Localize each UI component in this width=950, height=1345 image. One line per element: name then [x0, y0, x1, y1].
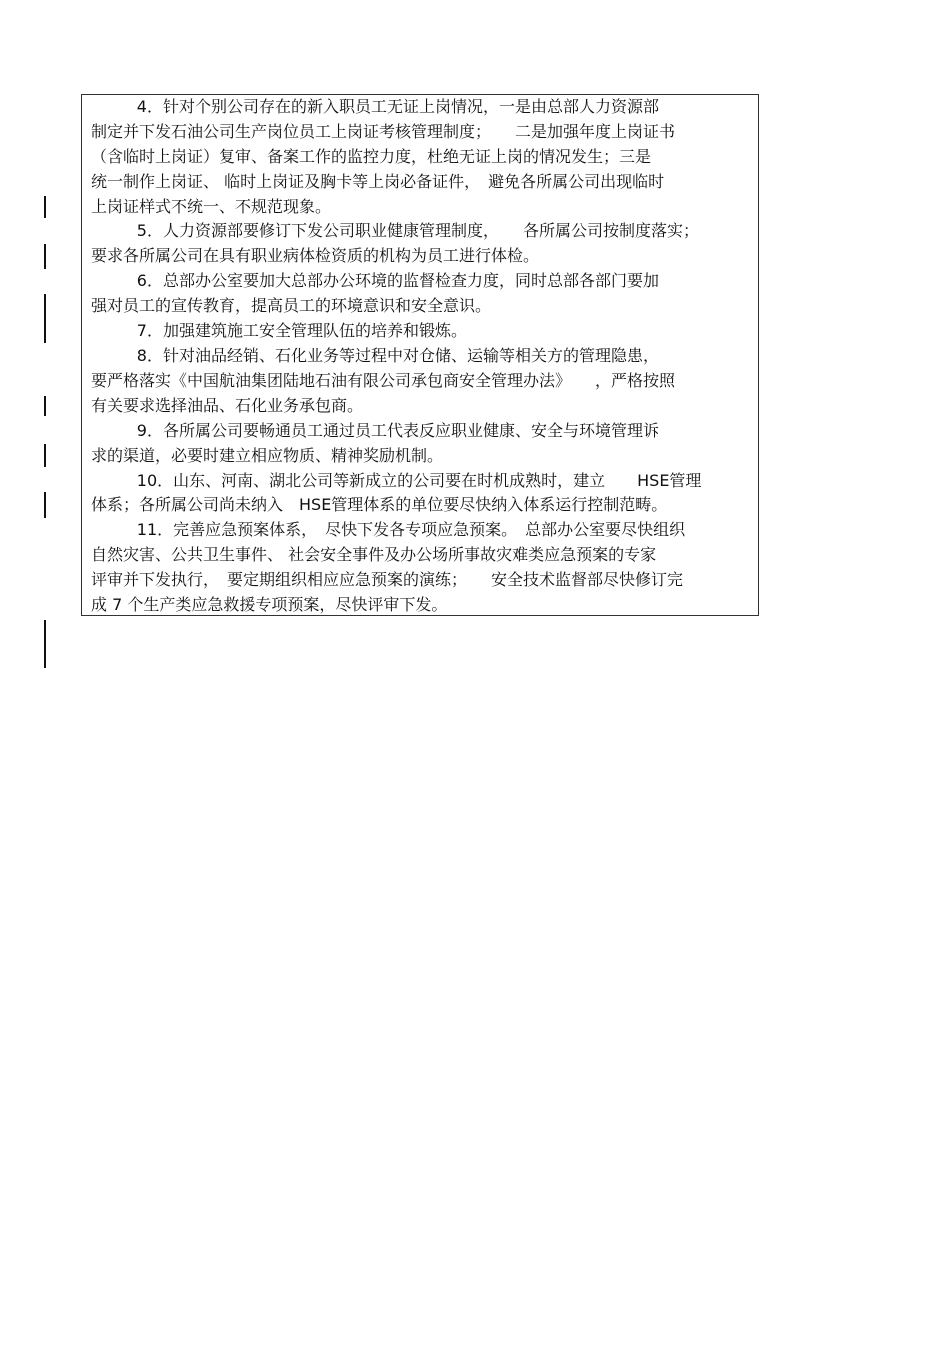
- text-line: 体系；各所属公司尚未纳入 HSE管理体系的单位要尽快纳入体系运行控制范畴。: [91, 495, 668, 514]
- text-line: 要严格落实《中国航油集团陆地石油有限公司承包商安全管理办法》 ，严格按照: [91, 371, 676, 390]
- text-line: 要求各所属公司在具有职业病体检资质的机构为员工进行体检。: [91, 246, 540, 265]
- text-line: 成 7 个生产类应急救援专项预案，尽快评审下发。: [91, 595, 448, 614]
- text-line: （含临时上岗证）复审、备案工作的监控力度，杜绝无证上岗的情况发生；三是: [91, 147, 652, 166]
- text-line: 8．针对油品经销、石化业务等过程中对仓储、运输等相关方的管理隐患，: [91, 346, 659, 365]
- text-line: 强对员工的宣传教育，提高员工的环境意识和安全意识。: [91, 296, 492, 315]
- text-line: 制定并下发石油公司生产岗位员工上岗证考核管理制度； 二是加强年度上岗证书: [91, 122, 676, 141]
- change-bar: [44, 444, 46, 467]
- text-line: 5．人力资源部要修订下发公司职业健康管理制度， 各所属公司按制度落实；: [91, 221, 699, 240]
- change-bar: [44, 396, 46, 416]
- change-bar: [44, 244, 46, 269]
- text-line: 求的渠道，必要时建立相应物质、精神奖励机制。: [91, 446, 444, 465]
- change-bar: [44, 492, 46, 518]
- text-line: 统一制作上岗证、 临时上岗证及胸卡等上岗必备证件， 避免各所属公司出现临时: [91, 172, 665, 191]
- text-line: 自然灾害、公共卫生事件、 社会安全事件及办公场所事故灾难类应急预案的专家: [91, 545, 657, 564]
- text-line: 9．各所属公司要畅通员工通过员工代表反应职业健康、安全与环境管理诉: [91, 421, 659, 440]
- text-line: 上岗证样式不统一、不规范现象。: [91, 197, 332, 216]
- change-bar: [44, 196, 46, 218]
- text-line: 4．针对个别公司存在的新入职员工无证上岗情况，一是由总部人力资源部: [91, 97, 659, 116]
- text-line: 10．山东、河南、湖北公司等新成立的公司要在时机成熟时，建立 HSE管理: [91, 471, 702, 490]
- text-line: 7．加强建筑施工安全管理队伍的培养和锻炼。: [91, 321, 467, 340]
- text-line: 6．总部办公室要加大总部办公环境的监督检查力度，同时总部各部门要加: [91, 271, 659, 290]
- change-bar: [44, 294, 46, 343]
- text-line: 11．完善应急预案体系， 尽快下发各专项应急预案。 总部办公室要尽快组织: [91, 520, 686, 539]
- text-line: 评审并下发执行， 要定期组织相应应急预案的演练； 安全技术监督部尽快修订完: [91, 570, 684, 589]
- change-bar: [44, 620, 46, 668]
- document-text-box: [81, 94, 759, 616]
- text-line: 有关要求选择油品、石化业务承包商。: [91, 396, 364, 415]
